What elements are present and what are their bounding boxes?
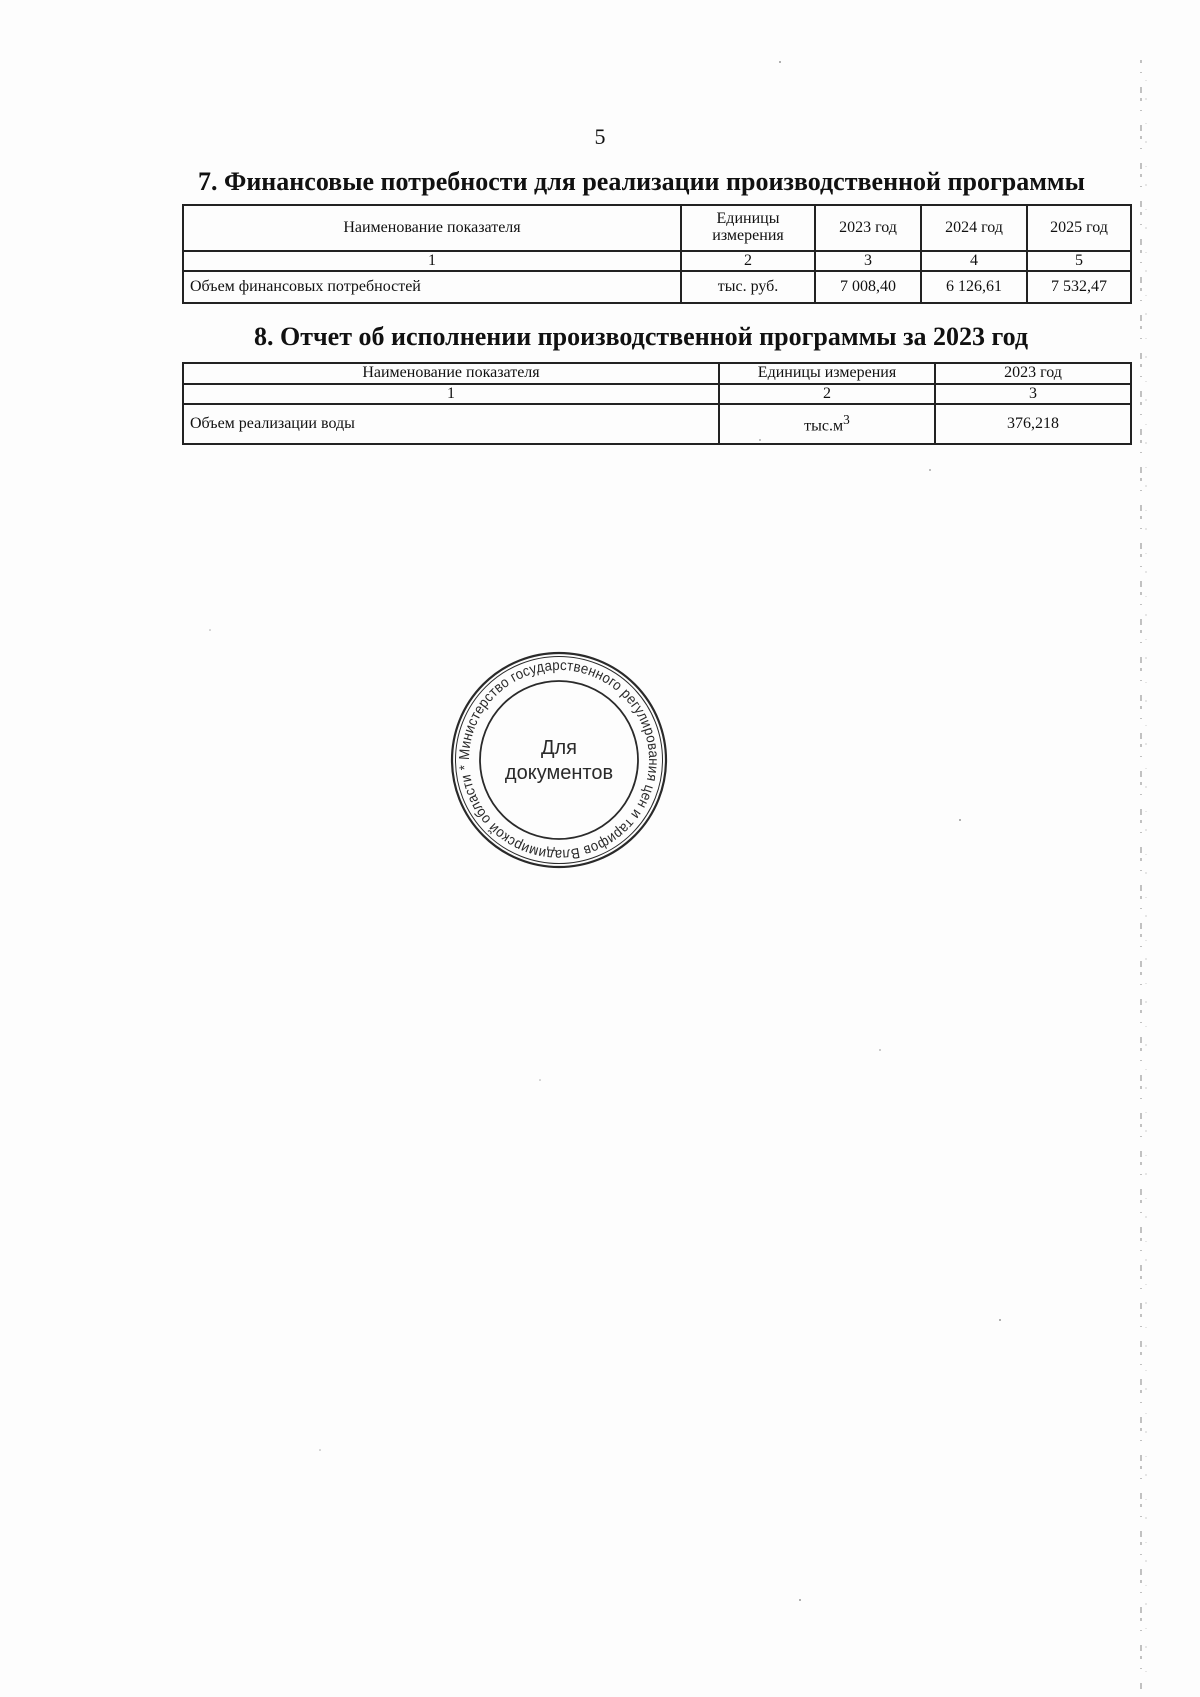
financial-needs-table (182, 204, 1132, 304)
header-cell: 2024 год (921, 205, 1027, 251)
header-cell: Наименование показателя (183, 363, 719, 384)
seal-ring-text: Министерство государственного регулирования цен и тарифов Владимирской области * (456, 657, 662, 863)
header-cell: Наименование показателя (183, 205, 681, 251)
indicator-name-cell: Объем финансовых потребностей (183, 271, 681, 303)
table-row (183, 404, 1131, 444)
value-2023-cell: 7 008,40 (815, 271, 921, 303)
header-cell: Единицы измерения (719, 363, 935, 384)
table-header-row (183, 205, 1131, 251)
column-number-row (183, 251, 1131, 271)
header-cell: 2023 год (935, 363, 1131, 384)
value-2024-cell: 6 126,61 (921, 271, 1027, 303)
seal-outer-ring (452, 653, 666, 867)
column-number-cell: 1 (183, 251, 681, 271)
header-cell: 2025 год (1027, 205, 1131, 251)
seal-center-line-1: Для (540, 737, 578, 759)
table-row (183, 271, 1131, 303)
column-number-cell: 3 (815, 251, 921, 271)
column-number-row (183, 384, 1131, 404)
column-number-cell: 5 (1027, 251, 1131, 271)
header-cell: Единицы измерения (681, 205, 815, 251)
header-cell: 2023 год (815, 205, 921, 251)
unit-superscript: 3 (843, 411, 850, 427)
unit-base: тыс.м (804, 417, 844, 435)
value-2023-cell: 376,218 (935, 404, 1131, 444)
column-number-cell: 3 (935, 384, 1131, 404)
column-number-cell: 4 (921, 251, 1027, 271)
section-7-title: 7. Финансовые потребности для реализации производственной программы (198, 167, 1085, 196)
unit-cell (719, 404, 935, 444)
section-8-title: 8. Отчет об исполнении производственной программы за 2023 год (254, 322, 1029, 351)
indicator-name-cell: Объем реализации воды (183, 404, 719, 444)
value-2025-cell: 7 532,47 (1027, 271, 1131, 303)
column-number-cell: 1 (183, 384, 719, 404)
seal-inner-ring (480, 681, 638, 839)
seal-outer-ring-inner (456, 657, 663, 864)
page-number: 5 (594, 124, 606, 149)
unit-cell: тыс. руб. (681, 271, 815, 303)
program-report-table (182, 362, 1132, 445)
column-number-cell: 2 (719, 384, 935, 404)
table-header-row (183, 363, 1131, 384)
official-seal (449, 650, 669, 870)
column-number-cell: 2 (681, 251, 815, 271)
seal-center-line-2: документов (504, 762, 614, 784)
